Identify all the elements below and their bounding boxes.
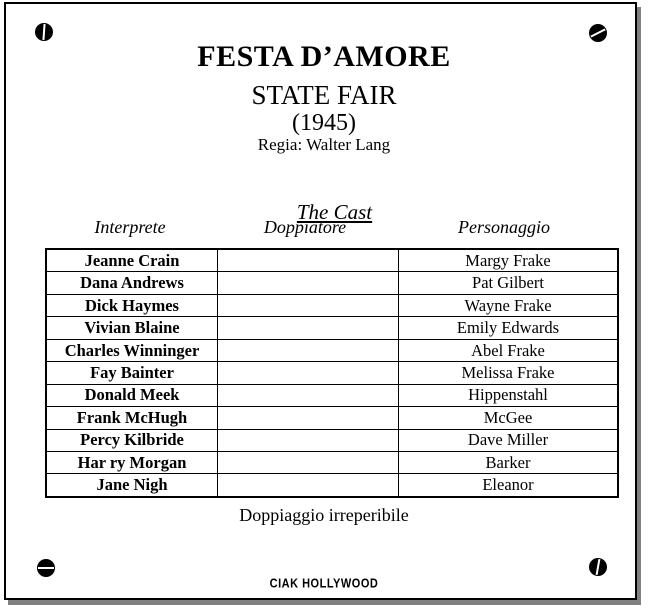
personaggio-cell: Eleanor <box>399 474 619 497</box>
doppiatore-cell <box>218 451 399 473</box>
cast-table-row <box>46 407 618 429</box>
personaggio-cell: Abel Frake <box>399 339 619 361</box>
title-original: STATE FAIR <box>251 80 397 110</box>
personaggio-cell: McGee <box>399 407 619 429</box>
doppiatore-cell <box>218 249 399 272</box>
personaggio-cell: Emily Edwards <box>399 317 619 339</box>
interprete-cell: Charles Winninger <box>46 339 218 361</box>
personaggio-cell: Margy Frake <box>399 249 619 272</box>
cast-table-row <box>46 339 618 361</box>
doppiatore-cell <box>218 429 399 451</box>
interprete-cell: Har ry Morgan <box>46 451 218 473</box>
interprete-cell: Dick Haymes <box>46 294 218 316</box>
doppiatore-cell <box>218 362 399 384</box>
column-header-personaggio: Personaggio <box>458 217 550 237</box>
doppiatore-cell <box>218 317 399 339</box>
cast-column-headers <box>45 217 613 238</box>
screw-icon <box>589 558 607 576</box>
personaggio-cell: Hippenstahl <box>399 384 619 406</box>
cast-table-body <box>46 249 618 497</box>
cast-table-row <box>46 362 618 384</box>
cast-table <box>45 248 619 498</box>
cast-table-row <box>46 317 618 339</box>
cast-table-row <box>46 294 618 316</box>
interprete-cell: Donald Meek <box>46 384 218 406</box>
cast-table-row <box>46 474 618 497</box>
doppiatore-cell <box>218 384 399 406</box>
cast-table-row <box>46 384 618 406</box>
interprete-cell: Vivian Blaine <box>46 317 218 339</box>
doppiatore-cell <box>218 339 399 361</box>
interprete-cell: Dana Andrews <box>46 272 218 294</box>
doppiatore-cell <box>218 407 399 429</box>
screw-slot <box>596 559 601 575</box>
cast-heading <box>0 175 648 250</box>
doppiatore-cell <box>218 294 399 316</box>
cast-table-row <box>46 249 618 272</box>
cast-table-row <box>46 451 618 473</box>
interprete-cell: Jane Nigh <box>46 474 218 497</box>
personaggio-cell: Barker <box>399 451 619 473</box>
cast-table-row <box>46 272 618 294</box>
dubbing-note: Doppiaggio irreperibile <box>239 505 409 525</box>
personaggio-cell: Melissa Frake <box>399 362 619 384</box>
title-italian: FESTA D’AMORE <box>197 40 451 73</box>
screw-icon <box>35 23 53 41</box>
personaggio-cell: Wayne Frake <box>399 294 619 316</box>
interprete-cell: Jeanne Crain <box>46 249 218 272</box>
cast-table-row <box>46 429 618 451</box>
personaggio-cell: Dave Miller <box>399 429 619 451</box>
cast-heading-text: The Cast <box>296 200 373 224</box>
personaggio-cell: Pat Gilbert <box>399 272 619 294</box>
interprete-cell: Percy Kilbride <box>46 429 218 451</box>
screw-slot <box>38 567 54 569</box>
doppiatore-cell <box>218 474 399 497</box>
interprete-cell: Fay Bainter <box>46 362 218 384</box>
column-header-interprete: Interprete <box>94 217 166 237</box>
screw-icon <box>37 559 55 577</box>
interprete-cell: Frank McHugh <box>46 407 218 429</box>
title-director: Regia: Walter Lang <box>257 135 391 154</box>
watermark-logo: CIAK HOLLYWOOD <box>269 577 379 591</box>
title-year: (1945) <box>292 110 356 136</box>
screw-slot <box>590 28 605 37</box>
doppiatore-cell <box>218 272 399 294</box>
column-header-doppiatore: Doppiatore <box>263 217 347 237</box>
screw-slot <box>42 24 45 40</box>
